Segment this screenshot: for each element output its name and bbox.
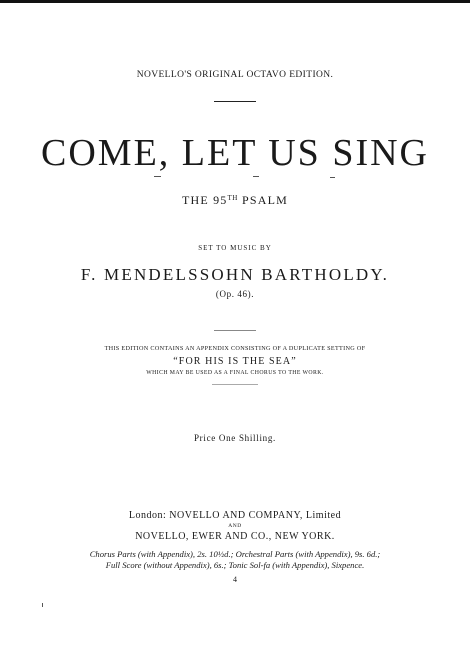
psalm-pre: THE 95 bbox=[181, 193, 228, 207]
print-speck bbox=[253, 176, 259, 177]
edition-line: NOVELLO'S ORIGINAL OCTAVO EDITION. bbox=[136, 70, 334, 80]
publisher-and: AND bbox=[228, 523, 242, 529]
set-by-line: SET TO MUSIC BY bbox=[198, 244, 272, 252]
print-speck bbox=[330, 177, 335, 178]
print-speck bbox=[154, 176, 161, 177]
page-mark: 4 bbox=[233, 575, 237, 584]
publisher-newyork: NOVELLO, EWER AND CO., NEW YORK. bbox=[135, 531, 335, 542]
composer-name: F. MENDELSSOHN BARTHOLDY. bbox=[80, 265, 390, 284]
psalm-superscript: TH bbox=[227, 194, 238, 202]
appendix-note: THIS EDITION CONTAINS AN APPENDIX CONSISTING OF A DUPLICATE SETTING OF bbox=[104, 345, 366, 352]
price-line: Price One Shilling. bbox=[193, 433, 277, 443]
divider-rule bbox=[212, 384, 258, 385]
top-border-rule bbox=[0, 0, 470, 3]
parts-pricing-line: Full Score (without Appendix), 6s.; Tonic Sol-fa (with Appendix), Sixpence. bbox=[105, 560, 365, 570]
psalm-subtitle bbox=[0, 193, 470, 208]
divider-rule bbox=[214, 101, 256, 102]
parts-pricing-line: Chorus Parts (with Appendix), 2s. 10½d.; Orchestral Parts (with Appendix), 9s. 6d.; bbox=[89, 549, 381, 559]
page-title: COME, LET US SING bbox=[41, 132, 429, 174]
psalm-post: PSALM bbox=[237, 193, 289, 207]
divider-rule bbox=[214, 330, 256, 331]
publisher-london: London: NOVELLO AND COMPANY, Limited bbox=[128, 510, 342, 521]
opus-number: (Op. 46). bbox=[215, 289, 255, 299]
print-speck bbox=[42, 603, 43, 607]
final-chorus-note: WHICH MAY BE USED AS A FINAL CHORUS TO THE WORK. bbox=[146, 370, 324, 376]
chorus-title: “FOR HIS IS THE SEA” bbox=[173, 356, 297, 367]
